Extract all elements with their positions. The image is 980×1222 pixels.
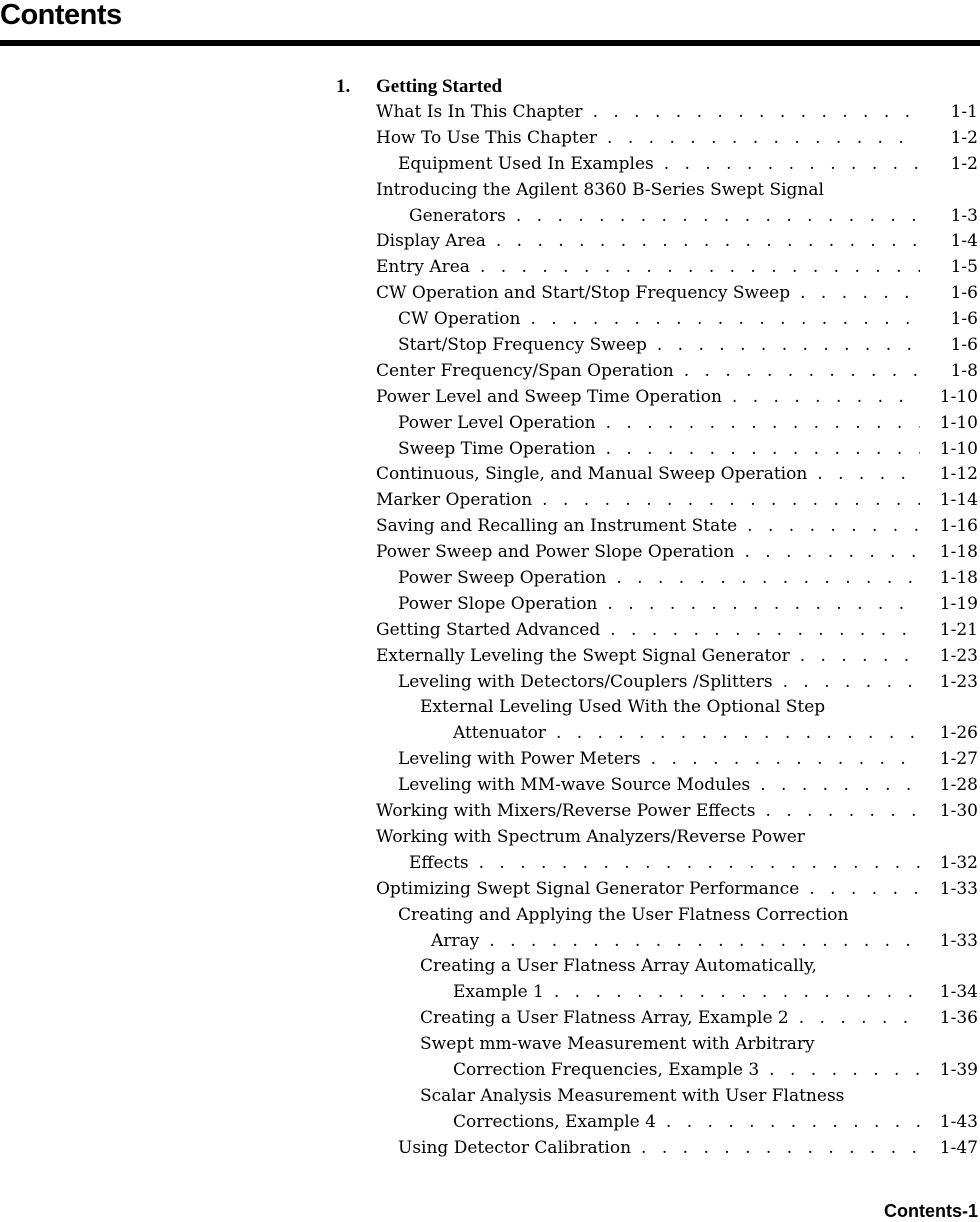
chapter-heading[interactable] (0, 74, 980, 100)
toc-entry[interactable] (0, 903, 980, 955)
dot-leader (684, 359, 920, 385)
toc-entry-text: Externally Leveling the Swept Signal Generator (376, 645, 790, 666)
toc-page-number: 1-23 (939, 671, 978, 692)
toc-entry[interactable] (0, 747, 980, 773)
toc-entry[interactable] (0, 954, 980, 1006)
toc-entry-text: Marker Operation (376, 490, 533, 511)
toc-page-number: 1-27 (939, 749, 978, 770)
chapter-title: Getting Started (376, 76, 503, 97)
toc-page-number: 1-10 (939, 386, 978, 407)
toc-entry-text: Saving and Recalling an Instrument State (376, 516, 738, 537)
toc-entry-text: Optimizing Swept Signal Generator Performance (376, 878, 800, 899)
dot-leader (800, 644, 920, 670)
toc-entry-text: Creating a User Flatness Array Automatically, (420, 956, 817, 977)
toc-entry-text: Corrections, Example 4 (453, 1111, 656, 1132)
dot-leader (607, 592, 920, 618)
toc-page-number: 1-10 (939, 438, 978, 459)
dot-leader (817, 462, 920, 488)
toc-entry[interactable] (0, 773, 980, 799)
toc-entry[interactable] (0, 644, 980, 670)
toc-entry[interactable] (0, 825, 980, 877)
dot-leader (799, 1006, 920, 1032)
toc-entry-text: Leveling with Power Meters (398, 749, 641, 770)
toc-entry[interactable] (0, 281, 980, 307)
toc-entry[interactable] (0, 488, 980, 514)
toc-entry[interactable] (0, 437, 980, 463)
toc-entry[interactable] (0, 1084, 980, 1136)
dot-leader (664, 152, 920, 178)
toc-page-number: 1-14 (939, 490, 978, 511)
toc-page-number: 1-36 (939, 1008, 978, 1029)
toc-entry[interactable] (0, 333, 980, 359)
toc-entry-text: Center Frequency/Span Operation (376, 360, 674, 381)
toc-entry-text: What Is In This Chapter (376, 102, 583, 122)
toc-page-number: 1-33 (939, 930, 978, 951)
toc-entry-text: Leveling with MM-wave Source Modules (398, 775, 751, 796)
toc-entry-text: Generators (409, 205, 506, 226)
toc-entry-text: Working with Spectrum Analyzers/Reverse Power (376, 826, 805, 847)
toc-entry-text: External Leveling Used With the Optional Step (420, 697, 826, 718)
dot-leader (516, 204, 920, 230)
toc-page-number: 1-47 (939, 1137, 978, 1158)
toc-entry-text: Effects (409, 852, 469, 873)
toc-page-number: 1-16 (939, 516, 978, 537)
dot-leader (610, 618, 920, 644)
toc-page-number: 1-10 (939, 412, 978, 433)
dot-leader (479, 851, 920, 877)
dot-leader (745, 540, 921, 566)
dot-leader (769, 1058, 920, 1084)
dot-leader (760, 773, 920, 799)
dot-leader (554, 980, 920, 1006)
toc-entry[interactable] (0, 100, 980, 126)
toc-entry-text: Creating a User Flatness Array, Example 2 (420, 1008, 789, 1029)
toc-entry-text: Power Level Operation (398, 412, 596, 433)
toc-entry[interactable] (0, 618, 980, 644)
toc-entry[interactable] (0, 1032, 980, 1084)
toc-entry[interactable] (0, 255, 980, 281)
toc-page-number: 1-26 (939, 723, 978, 744)
toc-entry-text: Array (431, 930, 480, 951)
toc-entry[interactable] (0, 695, 980, 747)
toc-entry-text: Example 1 (453, 982, 544, 1003)
toc-entry-text: Continuous, Single, and Manual Sweep Operation (376, 464, 808, 485)
toc-entry[interactable] (0, 307, 980, 333)
toc-page-number: 1-3 (950, 205, 978, 226)
toc-entry[interactable] (0, 566, 980, 592)
toc-entries (0, 100, 980, 1162)
toc-page-number: 1-32 (939, 852, 978, 873)
toc-entry-text: Leveling with Detectors/Couplers /Splitters (398, 671, 773, 692)
toc-entry-text: Creating and Applying the User Flatness Correction (398, 904, 849, 925)
toc-entry[interactable] (0, 178, 980, 230)
toc-entry-text: How To Use This Chapter (376, 127, 598, 148)
toc-page-number: 1-6 (950, 309, 978, 330)
toc-page-number: 1-19 (939, 593, 978, 614)
toc-page-number: 1-28 (939, 775, 978, 796)
toc-entry[interactable] (0, 152, 980, 178)
toc-entry[interactable] (0, 462, 980, 488)
toc-entry-text: Equipment Used In Examples (398, 153, 654, 174)
toc-entry-text: Scalar Analysis Measurement with User Flatness (420, 1085, 845, 1106)
toc-entry-text: Power Sweep and Power Slope Operation (376, 542, 735, 563)
page-title: Contents (0, 0, 122, 31)
toc-page-number: 1-39 (939, 1059, 978, 1080)
dot-leader (480, 255, 920, 281)
toc-entry-text: Power Sweep Operation (398, 568, 607, 589)
toc-page-number: 1-12 (939, 464, 978, 485)
toc-entry[interactable] (0, 1006, 980, 1032)
dot-leader (496, 229, 920, 255)
dot-leader (800, 281, 920, 307)
toc-entry[interactable] (0, 540, 980, 566)
dot-leader (556, 721, 920, 747)
page-footer: Contents-1 (884, 1201, 978, 1221)
dot-leader (542, 488, 920, 514)
toc-page-number: 1-5 (950, 257, 978, 278)
dot-leader (641, 1136, 920, 1162)
toc-entry-text: Using Detector Calibration (398, 1137, 632, 1158)
toc-page-number: 1-2 (950, 127, 978, 148)
toc-page-number: 1-21 (939, 619, 978, 640)
dot-leader (606, 411, 920, 437)
toc-entry[interactable] (0, 411, 980, 437)
toc-entry-text: Power Slope Operation (398, 593, 598, 614)
toc-entry-text: CW Operation and Start/Stop Frequency Sweep (376, 283, 791, 304)
toc-page-number: 1-18 (939, 568, 978, 589)
toc-page-number: 1-18 (939, 542, 978, 563)
toc-page-number: 1-2 (950, 153, 978, 174)
toc-entry[interactable] (0, 126, 980, 152)
dot-leader (732, 385, 920, 411)
chapter-number: 1. (336, 76, 351, 97)
toc-entry-text: Attenuator (453, 723, 546, 744)
dot-leader (747, 514, 920, 540)
toc-entry-text: Swept mm-wave Measurement with Arbitrary (420, 1034, 815, 1055)
toc-entry[interactable] (0, 877, 980, 903)
toc-page-number: 1-4 (950, 231, 978, 252)
toc-entry-text: Working with Mixers/Reverse Power Effects (376, 801, 756, 822)
dot-leader (666, 1110, 920, 1136)
toc-entry[interactable] (0, 514, 980, 540)
toc-page-number: 1-30 (939, 801, 978, 822)
toc-entry-text: Start/Stop Frequency Sweep (398, 335, 647, 356)
toc-entry[interactable] (0, 359, 980, 385)
toc-entry[interactable] (0, 229, 980, 255)
toc-page-number: 1-43 (939, 1111, 978, 1132)
toc-page-number: 1-33 (939, 878, 978, 899)
toc-entry-text: Power Level and Sweep Time Operation (376, 386, 722, 407)
dot-leader (651, 747, 920, 773)
toc-entry-text: Entry Area (376, 257, 470, 278)
toc-page-number: 1-23 (939, 645, 978, 666)
toc-entry[interactable] (0, 670, 980, 696)
toc-entry[interactable] (0, 1136, 980, 1162)
dot-leader (766, 799, 921, 825)
toc-page-number: 1-6 (950, 283, 978, 304)
toc-entry[interactable] (0, 799, 980, 825)
dot-leader (607, 126, 920, 152)
dot-leader (530, 307, 920, 333)
toc-page-number: 1-1 (950, 102, 978, 122)
dot-leader (489, 929, 920, 955)
dot-leader (809, 877, 920, 903)
toc-page-number: 1-34 (939, 982, 978, 1003)
toc-page-number: 1-8 (950, 360, 978, 381)
title-rule (0, 40, 980, 46)
toc-entry[interactable] (0, 592, 980, 618)
toc-entry[interactable] (0, 385, 980, 411)
toc-entry-text: CW Operation (398, 309, 521, 330)
toc-entry-text: Display Area (376, 231, 486, 252)
toc-entry-text: Correction Frequencies, Example 3 (453, 1059, 760, 1080)
toc-page-number: 1-6 (950, 335, 978, 356)
dot-leader (593, 100, 920, 126)
toc-entry-text: Sweep Time Operation (398, 438, 596, 459)
dot-leader (606, 437, 920, 463)
toc-entry-text: Getting Started Advanced (376, 619, 601, 640)
dot-leader (657, 333, 920, 359)
toc-entry-text: Introducing the Agilent 8360 B-Series Swept Signal (376, 179, 824, 200)
table-of-contents (0, 74, 980, 1162)
dot-leader (783, 670, 920, 696)
dot-leader (616, 566, 920, 592)
